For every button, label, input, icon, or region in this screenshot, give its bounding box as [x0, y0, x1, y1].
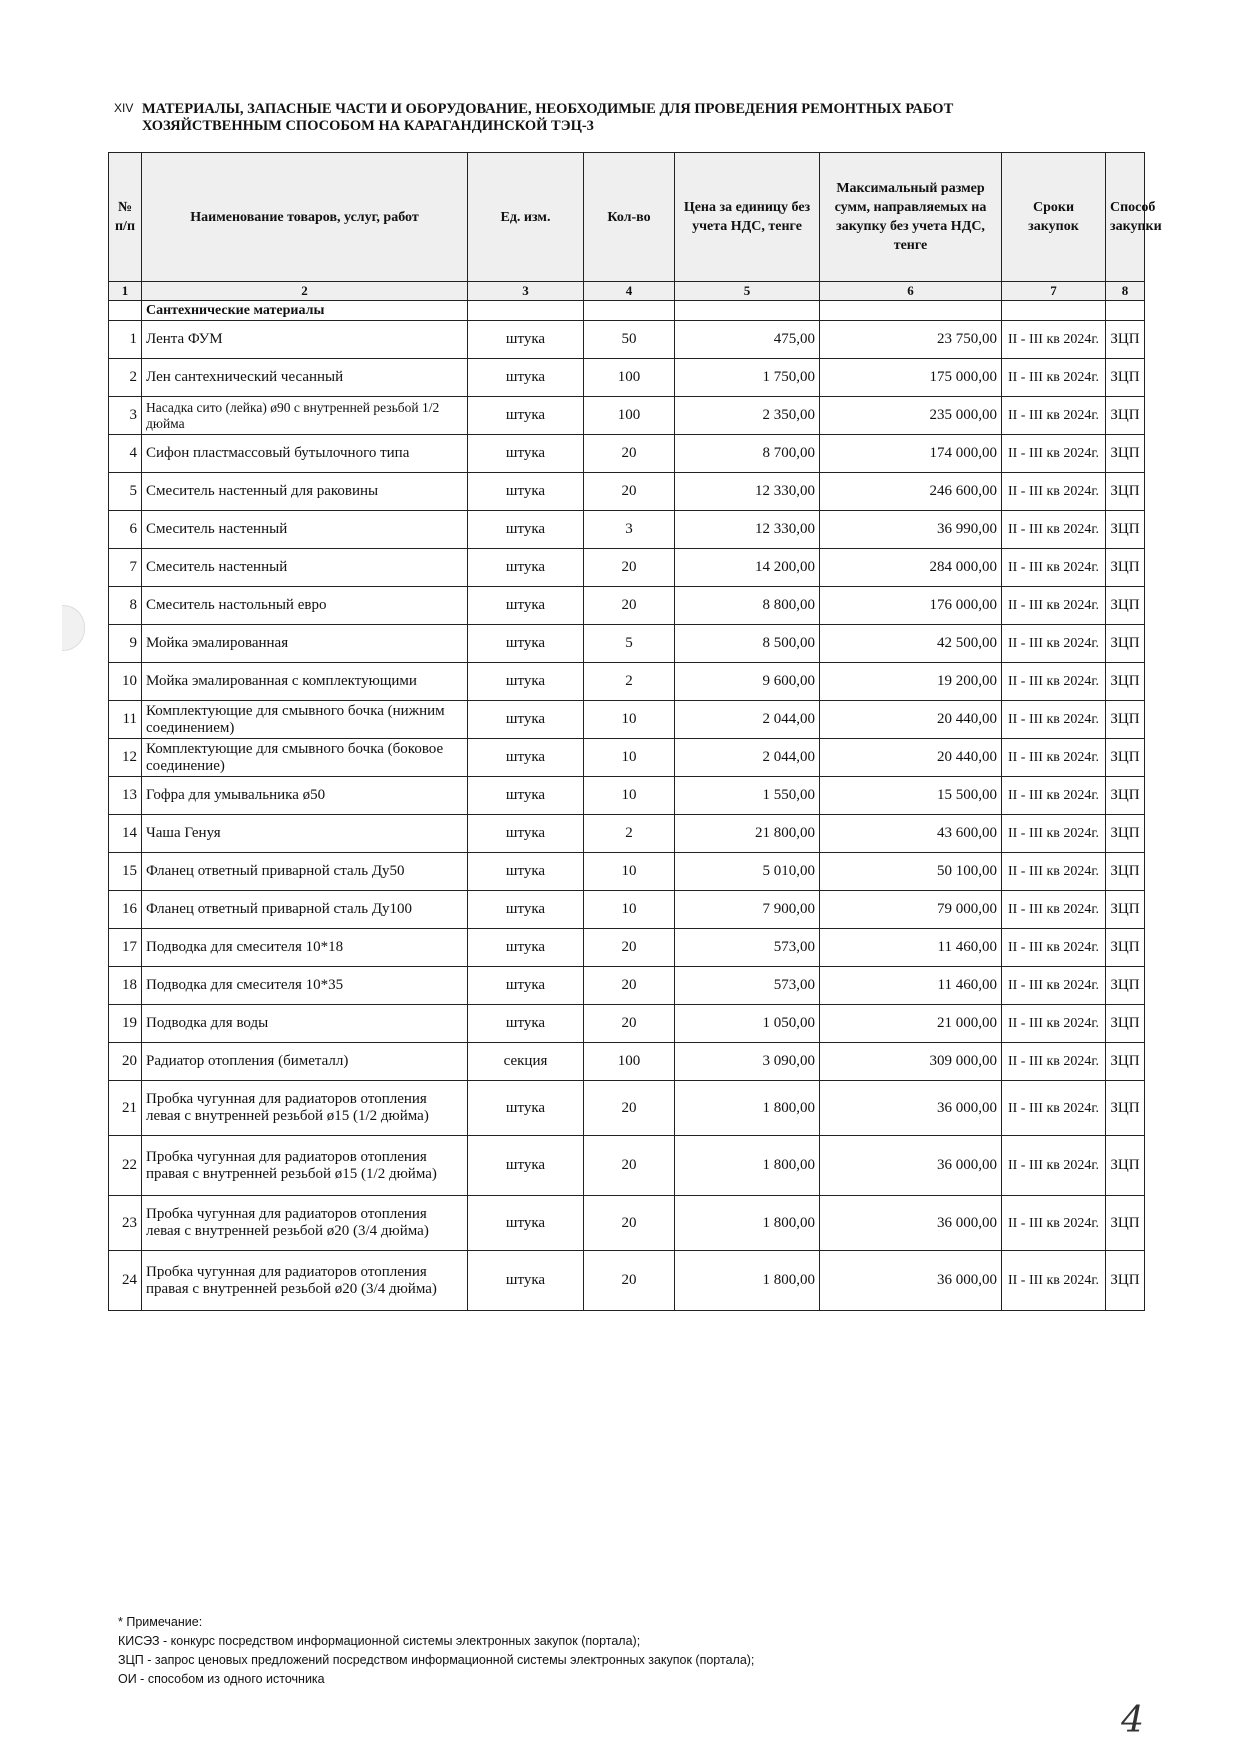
- procurement-method-cell: ЗЦП: [1106, 853, 1145, 891]
- procurement-method-cell: ЗЦП: [1106, 1081, 1145, 1136]
- item-name: Радиатор отопления (биметалл): [142, 1043, 468, 1081]
- table-row: [109, 549, 1145, 587]
- procurement-method-cell: ЗЦП: [1106, 1005, 1145, 1043]
- quantity-cell: 20: [584, 929, 675, 967]
- unit-cell: штука: [468, 473, 584, 511]
- unit-cell: штука: [468, 853, 584, 891]
- unit-price-cell: 14 200,00: [675, 549, 820, 587]
- table-row: [109, 1136, 1145, 1196]
- quantity-cell: 10: [584, 853, 675, 891]
- unit-price-cell: 8 800,00: [675, 587, 820, 625]
- total-sum-cell: 21 000,00: [820, 1005, 1002, 1043]
- table-row: [109, 815, 1145, 853]
- unit-cell: штука: [468, 359, 584, 397]
- quantity-cell: 100: [584, 1043, 675, 1081]
- table-row: [109, 1005, 1145, 1043]
- unit-cell: штука: [468, 1251, 584, 1311]
- quantity-cell: 20: [584, 549, 675, 587]
- row-number: 4: [109, 435, 142, 473]
- unit-price-cell: 1 800,00: [675, 1136, 820, 1196]
- total-sum-cell: 309 000,00: [820, 1043, 1002, 1081]
- unit-cell: штука: [468, 321, 584, 359]
- total-sum-cell: 36 000,00: [820, 1196, 1002, 1251]
- unit-cell: штука: [468, 435, 584, 473]
- table-row: [109, 625, 1145, 663]
- quantity-cell: 100: [584, 397, 675, 435]
- item-name: Пробка чугунная для радиаторов отопления левая с внутренней резьбой ø15 (1/2 дюйма): [142, 1081, 468, 1136]
- unit-price-cell: 21 800,00: [675, 815, 820, 853]
- unit-cell: штука: [468, 587, 584, 625]
- procurement-method-cell: ЗЦП: [1106, 397, 1145, 435]
- unit-price-cell: 3 090,00: [675, 1043, 820, 1081]
- procurement-term-cell: II - III кв 2024г.: [1002, 739, 1106, 777]
- page-title-line-1: МАТЕРИАЛЫ, ЗАПАСНЫЕ ЧАСТИ И ОБОРУДОВАНИЕ, НЕОБХОДИМЫЕ ДЛЯ ПРОВЕДЕНИЯ РЕМОНТНЫХ РАБОТ: [142, 101, 954, 117]
- procurement-term-cell: II - III кв 2024г.: [1002, 625, 1106, 663]
- quantity-cell: 50: [584, 321, 675, 359]
- procurement-method-cell: ЗЦП: [1106, 1196, 1145, 1251]
- row-number: 10: [109, 663, 142, 701]
- procurement-term-cell: II - III кв 2024г.: [1002, 587, 1106, 625]
- table-row: [109, 1196, 1145, 1251]
- unit-cell: штука: [468, 777, 584, 815]
- procurement-term-cell: II - III кв 2024г.: [1002, 967, 1106, 1005]
- unit-price-cell: 1 800,00: [675, 1196, 820, 1251]
- item-name: Лен сантехнический чесанный: [142, 359, 468, 397]
- total-sum-cell: 246 600,00: [820, 473, 1002, 511]
- total-sum-cell: 50 100,00: [820, 853, 1002, 891]
- procurement-method-cell: ЗЦП: [1106, 739, 1145, 777]
- item-name: Лента ФУМ: [142, 321, 468, 359]
- column-number: 6: [820, 282, 1002, 301]
- item-name: Подводка для смесителя 10*18: [142, 929, 468, 967]
- quantity-cell: 20: [584, 473, 675, 511]
- total-sum-cell: 20 440,00: [820, 739, 1002, 777]
- item-name: Мойка эмалированная с комплектующими: [142, 663, 468, 701]
- procurement-term-cell: II - III кв 2024г.: [1002, 663, 1106, 701]
- header-name: Наименование товаров, услуг, работ: [142, 153, 468, 282]
- item-name: Смеситель настенный: [142, 511, 468, 549]
- total-sum-cell: 175 000,00: [820, 359, 1002, 397]
- unit-cell: штука: [468, 1005, 584, 1043]
- unit-cell: штука: [468, 397, 584, 435]
- header-method: Способ закупки: [1106, 153, 1145, 282]
- table-row: [109, 777, 1145, 815]
- row-number: 12: [109, 739, 142, 777]
- table-row: [109, 435, 1145, 473]
- unit-cell: штука: [468, 549, 584, 587]
- procurement-term-cell: II - III кв 2024г.: [1002, 1136, 1106, 1196]
- page-title-line-2: ХОЗЯЙСТВЕННЫМ СПОСОБОМ НА КАРАГАНДИНСКОЙ ТЭЦ-3: [142, 118, 594, 134]
- procurement-method-cell: ЗЦП: [1106, 663, 1145, 701]
- row-number: 7: [109, 549, 142, 587]
- procurement-term-cell: II - III кв 2024г.: [1002, 1043, 1106, 1081]
- unit-cell: штука: [468, 967, 584, 1005]
- total-sum-cell: 176 000,00: [820, 587, 1002, 625]
- column-number: 8: [1106, 282, 1145, 301]
- quantity-cell: 10: [584, 891, 675, 929]
- column-number: 2: [142, 282, 468, 301]
- unit-price-cell: 475,00: [675, 321, 820, 359]
- row-number: 13: [109, 777, 142, 815]
- unit-cell: штука: [468, 1136, 584, 1196]
- procurement-term-cell: II - III кв 2024г.: [1002, 891, 1106, 929]
- procurement-method-cell: ЗЦП: [1106, 473, 1145, 511]
- unit-price-cell: 1 550,00: [675, 777, 820, 815]
- table-row: [109, 1043, 1145, 1081]
- procurement-term-cell: II - III кв 2024г.: [1002, 1251, 1106, 1311]
- row-number: 5: [109, 473, 142, 511]
- table-row: [109, 473, 1145, 511]
- item-name: Фланец ответный приварной сталь Ду100: [142, 891, 468, 929]
- item-name: Пробка чугунная для радиаторов отопления правая с внутренней резьбой ø15 (1/2 дюйма): [142, 1136, 468, 1196]
- total-sum-cell: 11 460,00: [820, 967, 1002, 1005]
- table-row: [109, 1251, 1145, 1311]
- procurement-term-cell: II - III кв 2024г.: [1002, 435, 1106, 473]
- item-name: Чаша Генуя: [142, 815, 468, 853]
- footnote-line: ЗЦП - запрос ценовых предложений посредством информационной системы электронных закупок (портала);: [118, 1653, 755, 1667]
- procurement-method-cell: ЗЦП: [1106, 777, 1145, 815]
- unit-cell: штука: [468, 511, 584, 549]
- table-row: [109, 891, 1145, 929]
- footnote-line: КИСЭЗ - конкурс посредством информационной системы электронных закупок (портала);: [118, 1634, 641, 1648]
- procurement-method-cell: ЗЦП: [1106, 891, 1145, 929]
- procurement-term-cell: II - III кв 2024г.: [1002, 1005, 1106, 1043]
- unit-price-cell: 12 330,00: [675, 511, 820, 549]
- total-sum-cell: 284 000,00: [820, 549, 1002, 587]
- footnote-line: ОИ - способом из одного источника: [118, 1672, 325, 1686]
- table-row: [109, 739, 1145, 777]
- row-number: 20: [109, 1043, 142, 1081]
- procurement-method-cell: ЗЦП: [1106, 435, 1145, 473]
- procurement-term-cell: II - III кв 2024г.: [1002, 511, 1106, 549]
- section-row: [109, 301, 1145, 321]
- quantity-cell: 10: [584, 777, 675, 815]
- unit-cell: штука: [468, 1081, 584, 1136]
- row-number: 9: [109, 625, 142, 663]
- page-number: 4: [1121, 1700, 1144, 1741]
- page-title: [142, 101, 1152, 135]
- row-number: 22: [109, 1136, 142, 1196]
- total-sum-cell: 36 000,00: [820, 1136, 1002, 1196]
- unit-price-cell: 1 800,00: [675, 1081, 820, 1136]
- header-unit: Ед. изм.: [468, 153, 584, 282]
- procurement-term-cell: II - III кв 2024г.: [1002, 777, 1106, 815]
- unit-price-cell: 1 800,00: [675, 1251, 820, 1311]
- procurement-method-cell: ЗЦП: [1106, 967, 1145, 1005]
- row-number: 23: [109, 1196, 142, 1251]
- item-name: Подводка для воды: [142, 1005, 468, 1043]
- total-sum-cell: 11 460,00: [820, 929, 1002, 967]
- unit-cell: штука: [468, 701, 584, 739]
- section-number: XIV: [114, 101, 134, 115]
- procurement-term-cell: II - III кв 2024г.: [1002, 1081, 1106, 1136]
- procurement-term-cell: II - III кв 2024г.: [1002, 815, 1106, 853]
- row-number: 6: [109, 511, 142, 549]
- binder-hole: [62, 605, 85, 651]
- header-term: Сроки закупок: [1002, 153, 1106, 282]
- quantity-cell: 100: [584, 359, 675, 397]
- total-sum-cell: 19 200,00: [820, 663, 1002, 701]
- header-num: № п/п: [109, 153, 142, 282]
- total-sum-cell: 36 000,00: [820, 1251, 1002, 1311]
- table-row: [109, 511, 1145, 549]
- total-sum-cell: 235 000,00: [820, 397, 1002, 435]
- total-sum-cell: 15 500,00: [820, 777, 1002, 815]
- row-number: 17: [109, 929, 142, 967]
- procurement-method-cell: ЗЦП: [1106, 625, 1145, 663]
- procurement-method-cell: ЗЦП: [1106, 549, 1145, 587]
- unit-price-cell: 1 750,00: [675, 359, 820, 397]
- total-sum-cell: 36 000,00: [820, 1081, 1002, 1136]
- quantity-cell: 2: [584, 663, 675, 701]
- quantity-cell: 5: [584, 625, 675, 663]
- row-number: 3: [109, 397, 142, 435]
- column-number: 4: [584, 282, 675, 301]
- quantity-cell: 20: [584, 587, 675, 625]
- quantity-cell: 20: [584, 1251, 675, 1311]
- item-name: Мойка эмалированная: [142, 625, 468, 663]
- unit-cell: штука: [468, 891, 584, 929]
- total-sum-cell: 79 000,00: [820, 891, 1002, 929]
- quantity-cell: 20: [584, 1196, 675, 1251]
- unit-cell: штука: [468, 739, 584, 777]
- item-name: Комплектующие для смывного бочка (боковое соединение): [142, 739, 468, 777]
- header-price: Цена за единицу без учета НДС, тенге: [675, 153, 820, 282]
- row-number: 11: [109, 701, 142, 739]
- procurement-method-cell: ЗЦП: [1106, 1251, 1145, 1311]
- section-title: Сантехнические материалы: [142, 301, 468, 321]
- unit-cell: штука: [468, 929, 584, 967]
- procurement-term-cell: II - III кв 2024г.: [1002, 929, 1106, 967]
- quantity-cell: 20: [584, 967, 675, 1005]
- procurement-method-cell: ЗЦП: [1106, 587, 1145, 625]
- total-sum-cell: 36 990,00: [820, 511, 1002, 549]
- unit-cell: штука: [468, 1196, 584, 1251]
- procurement-method-cell: ЗЦП: [1106, 701, 1145, 739]
- row-number: 1: [109, 321, 142, 359]
- unit-price-cell: 573,00: [675, 967, 820, 1005]
- table-row: [109, 853, 1145, 891]
- quantity-cell: 20: [584, 1136, 675, 1196]
- quantity-cell: 20: [584, 1005, 675, 1043]
- procurement-term-cell: II - III кв 2024г.: [1002, 397, 1106, 435]
- item-name: Смеситель настольный евро: [142, 587, 468, 625]
- unit-price-cell: 12 330,00: [675, 473, 820, 511]
- column-number: 5: [675, 282, 820, 301]
- item-name: Пробка чугунная для радиаторов отопления левая с внутренней резьбой ø20 (3/4 дюйма): [142, 1196, 468, 1251]
- procurement-method-cell: ЗЦП: [1106, 1043, 1145, 1081]
- procurement-term-cell: II - III кв 2024г.: [1002, 473, 1106, 511]
- total-sum-cell: 20 440,00: [820, 701, 1002, 739]
- procurement-method-cell: ЗЦП: [1106, 929, 1145, 967]
- item-name: Подводка для смесителя 10*35: [142, 967, 468, 1005]
- table-row: [109, 929, 1145, 967]
- procurement-method-cell: ЗЦП: [1106, 359, 1145, 397]
- row-number: 15: [109, 853, 142, 891]
- item-name: Фланец ответный приварной сталь Ду50: [142, 853, 468, 891]
- row-number: 24: [109, 1251, 142, 1311]
- table-row: [109, 321, 1145, 359]
- procurement-term-cell: II - III кв 2024г.: [1002, 1196, 1106, 1251]
- item-name: Комплектующие для смывного бочка (нижним соединением): [142, 701, 468, 739]
- unit-price-cell: 9 600,00: [675, 663, 820, 701]
- unit-price-cell: 1 050,00: [675, 1005, 820, 1043]
- item-name: Сифон пластмассовый бутылочного типа: [142, 435, 468, 473]
- row-number: 18: [109, 967, 142, 1005]
- quantity-cell: 10: [584, 701, 675, 739]
- item-name: Пробка чугунная для радиаторов отопления правая с внутренней резьбой ø20 (3/4 дюйма): [142, 1251, 468, 1311]
- procurement-method-cell: ЗЦП: [1106, 321, 1145, 359]
- unit-price-cell: 2 044,00: [675, 739, 820, 777]
- unit-cell: секция: [468, 1043, 584, 1081]
- header-sum: Максимальный размер сумм, направляемых на закупку без учета НДС, тенге: [820, 153, 1002, 282]
- table-row: [109, 701, 1145, 739]
- item-name: Гофра для умывальника ø50: [142, 777, 468, 815]
- table-row: [109, 397, 1145, 435]
- procurement-term-cell: II - III кв 2024г.: [1002, 701, 1106, 739]
- table-row: [109, 587, 1145, 625]
- procurement-term-cell: II - III кв 2024г.: [1002, 321, 1106, 359]
- unit-price-cell: 8 700,00: [675, 435, 820, 473]
- section-spacer: [109, 301, 142, 321]
- unit-price-cell: 7 900,00: [675, 891, 820, 929]
- unit-price-cell: 573,00: [675, 929, 820, 967]
- table-row: [109, 967, 1145, 1005]
- quantity-cell: 3: [584, 511, 675, 549]
- table-row: [109, 359, 1145, 397]
- unit-price-cell: 5 010,00: [675, 853, 820, 891]
- table-row: [109, 1081, 1145, 1136]
- unit-cell: штука: [468, 663, 584, 701]
- item-name: Смеситель настенный: [142, 549, 468, 587]
- row-number: 2: [109, 359, 142, 397]
- total-sum-cell: 174 000,00: [820, 435, 1002, 473]
- item-name: Насадка сито (лейка) ø90 с внутренней резьбой 1/2 дюйма: [142, 397, 468, 435]
- row-number: 8: [109, 587, 142, 625]
- row-number: 14: [109, 815, 142, 853]
- column-numbers-row: [109, 282, 1145, 301]
- procurement-term-cell: II - III кв 2024г.: [1002, 359, 1106, 397]
- procurement-term-cell: II - III кв 2024г.: [1002, 853, 1106, 891]
- procurement-table: [108, 152, 1162, 1311]
- unit-cell: штука: [468, 625, 584, 663]
- item-name: Смеситель настенный для раковины: [142, 473, 468, 511]
- row-number: 16: [109, 891, 142, 929]
- procurement-method-cell: ЗЦП: [1106, 1136, 1145, 1196]
- row-number: 21: [109, 1081, 142, 1136]
- footnote-heading: * Примечание:: [118, 1615, 203, 1629]
- quantity-cell: 2: [584, 815, 675, 853]
- unit-price-cell: 8 500,00: [675, 625, 820, 663]
- column-number: 3: [468, 282, 584, 301]
- footnote: [118, 1613, 754, 1689]
- procurement-term-cell: II - III кв 2024г.: [1002, 549, 1106, 587]
- column-number: 1: [109, 282, 142, 301]
- procurement-method-cell: ЗЦП: [1106, 511, 1145, 549]
- quantity-cell: 10: [584, 739, 675, 777]
- total-sum-cell: 43 600,00: [820, 815, 1002, 853]
- column-number: 7: [1002, 282, 1106, 301]
- table-row: [109, 663, 1145, 701]
- quantity-cell: 20: [584, 435, 675, 473]
- unit-price-cell: 2 044,00: [675, 701, 820, 739]
- quantity-cell: 20: [584, 1081, 675, 1136]
- total-sum-cell: 23 750,00: [820, 321, 1002, 359]
- table-header-row: [109, 153, 1145, 282]
- total-sum-cell: 42 500,00: [820, 625, 1002, 663]
- row-number: 19: [109, 1005, 142, 1043]
- header-qty: Кол-во: [584, 153, 675, 282]
- unit-price-cell: 2 350,00: [675, 397, 820, 435]
- unit-cell: штука: [468, 815, 584, 853]
- procurement-method-cell: ЗЦП: [1106, 815, 1145, 853]
